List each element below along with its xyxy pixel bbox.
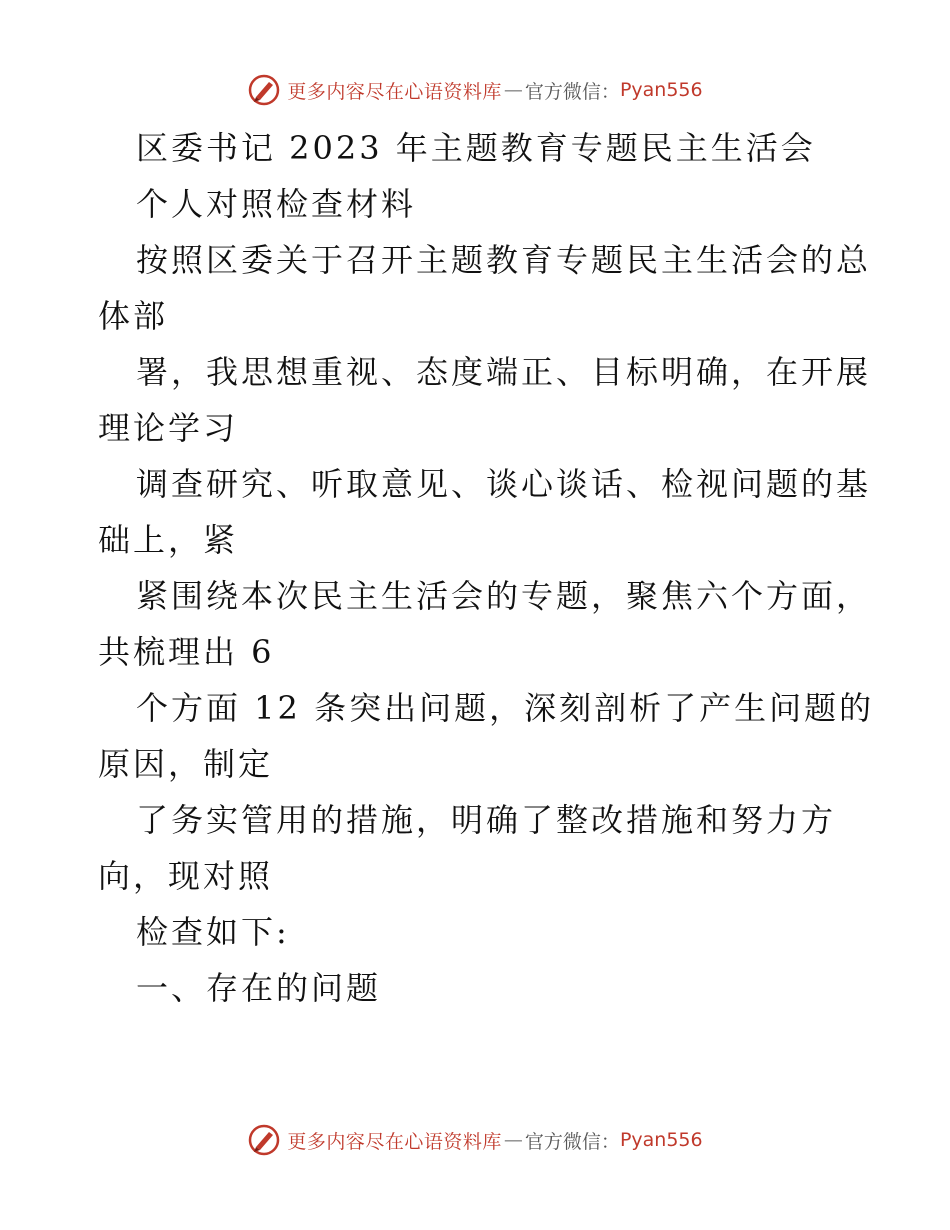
text-line: 紧围绕本次民主生活会的专题，聚焦六个方面，: [136, 577, 872, 615]
text-line: 调查研究、听取意见、谈心谈话、检视问题的基: [136, 465, 872, 503]
text-line: 区委书记 2023 年主题教育专题民主生活会: [136, 129, 816, 167]
pen-logo-icon: [247, 1123, 281, 1157]
text-line: 共梳理出 6: [98, 633, 275, 671]
text-line: 原因，制定: [98, 745, 274, 783]
text-line: 一、存在的问题: [136, 969, 382, 1007]
watermark-separator: —: [503, 1129, 523, 1151]
text-line: 向，现对照: [98, 857, 274, 895]
pen-logo-icon: [247, 73, 281, 107]
watermark-separator: —: [503, 79, 523, 101]
text-line: 体部: [98, 297, 169, 335]
footer-watermark: [0, 1120, 950, 1160]
watermark-text: 更多内容尽在心语资料库: [287, 80, 502, 103]
text-line: 检查如下:: [136, 913, 290, 951]
watermark-account: Pyan556: [619, 79, 703, 101]
watermark-account: Pyan556: [619, 1129, 703, 1151]
document-body: [98, 122, 875, 1018]
text-line: 理论学习: [98, 409, 239, 447]
watermark-contact-label: 官方微信：: [524, 80, 620, 103]
text-line: 础上，紧: [98, 521, 239, 559]
text-line: 按照区委关于召开主题教育专题民主生活会的总: [136, 241, 872, 279]
text-line: 个人对照检查材料: [136, 185, 417, 223]
header-watermark: [0, 70, 950, 110]
text-line: 了务实管用的措施，明确了整改措施和努力方: [136, 801, 837, 839]
text-line: 个方面 12 条突出问题，深刻剖析了产生问题的: [136, 689, 875, 727]
watermark-text: 更多内容尽在心语资料库: [287, 1130, 502, 1153]
text-line: 署，我思想重视、态度端正、目标明确，在开展: [136, 353, 872, 391]
watermark-contact-label: 官方微信：: [524, 1130, 620, 1153]
